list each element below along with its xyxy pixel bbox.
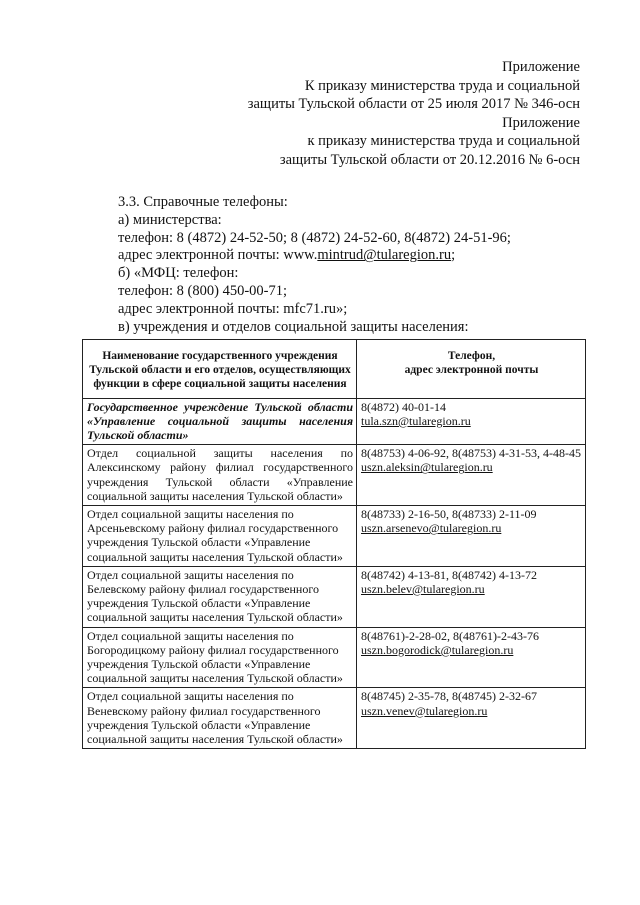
institution-phone: 8(48761)-2-28-02, 8(48761)-2-43-76 bbox=[361, 628, 539, 643]
institution-contacts bbox=[357, 398, 586, 445]
contacts-table bbox=[82, 339, 586, 749]
ministry-label: а) министерства: bbox=[118, 211, 222, 228]
column-header-contacts-line: адрес электронной почты bbox=[404, 364, 539, 377]
institution-name: Отдел социальной защиты населения по Белевскому району филиал государственного учреждения Тульской области «Управление социальной защиты населения Тульской области» bbox=[83, 566, 357, 627]
institution-contacts bbox=[357, 688, 586, 749]
institution-email[interactable]: uszn.belev@tularegion.ru bbox=[361, 582, 485, 597]
institution-name: Отдел социальной защиты населения по Богородицкому району филиал государственного учреждения Тульской области «Управление социальной защиты населения Тульской области» bbox=[83, 627, 357, 688]
ministry-phone: телефон: 8 (4872) 24-52-50; 8 (4872) 24-52-60, 8(4872) 24-51-96; bbox=[118, 229, 511, 246]
header-line: защиты Тульской области от 20.12.2016 № 6-осн bbox=[279, 151, 580, 168]
institution-contacts bbox=[357, 566, 586, 627]
institution-name: Отдел социальной защиты населения по Алексинскому району филиал государственного учреждения Тульской области «Управление социальной защиты населения Тульской области» bbox=[83, 445, 357, 506]
institution-email-prefix: tula. bbox=[361, 413, 382, 428]
header-line: защиты Тульской области от 25 июля 2017 № 346-осн bbox=[247, 96, 580, 112]
table-header-row bbox=[83, 340, 586, 399]
ministry-email bbox=[118, 247, 511, 265]
table-row bbox=[83, 627, 586, 688]
column-header-contacts-line: Телефон, bbox=[447, 350, 496, 362]
institution-email[interactable]: uszn.bogorodick@tularegion.ru bbox=[361, 642, 514, 657]
column-header-contacts bbox=[357, 340, 586, 399]
table-row bbox=[83, 688, 586, 749]
institution-phone: 8(48733) 2-16-50, 8(48733) 2-11-09 bbox=[361, 507, 537, 522]
header-line: к приказу министерства труда и социальной bbox=[307, 133, 580, 149]
table-row bbox=[83, 506, 586, 567]
ministry-email-prefix: адрес электронной почты: www. bbox=[118, 247, 318, 264]
header-line: К приказу министерства труда и социальной bbox=[304, 77, 580, 94]
document-header bbox=[248, 58, 580, 169]
mfc-phone: телефон: 8 (800) 450-00-71; bbox=[118, 282, 288, 299]
institutions-label: в) учреждения и отделов социальной защиты населения: bbox=[118, 318, 469, 335]
institution-email[interactable]: uszn.venev@tularegion.ru bbox=[361, 703, 488, 718]
ministry-email-link[interactable]: mintrud@tularegion.ru bbox=[317, 247, 452, 264]
section-title: 3.3. Справочные телефоны: bbox=[118, 194, 288, 210]
institution-contacts bbox=[357, 506, 586, 567]
institution-name: Государственное учреждение Тульской области «Управление социальной защиты населения Тульской области» bbox=[83, 398, 357, 445]
institution-phone: 8(48742) 4-13-81, 8(48742) 4-13-72 bbox=[361, 567, 537, 582]
institution-email[interactable]: uszn.arsenevo@tularegion.ru bbox=[361, 521, 502, 536]
mfc-email: адрес электронной почты: mfc71.ru»; bbox=[118, 300, 348, 317]
table-row bbox=[83, 566, 586, 627]
institution-email[interactable]: uszn.aleksin@tularegion.ru bbox=[361, 460, 493, 475]
institution-contacts bbox=[357, 445, 586, 506]
institution-phone: 8(48745) 2-35-78, 8(48745) 2-32-67 bbox=[361, 689, 537, 704]
reference-phones-section bbox=[118, 194, 511, 336]
mfc-label: б) «МФЦ: телефон: bbox=[118, 265, 239, 282]
institution-phone: 8(48753) 4-06-92, 8(48753) 4-31-53, 4-48-45 bbox=[361, 446, 581, 461]
institution-email[interactable] bbox=[361, 414, 582, 428]
institution-contacts bbox=[357, 627, 586, 688]
header-line: Приложение bbox=[502, 114, 580, 131]
table-row bbox=[83, 398, 586, 445]
column-header-name: Наименование государственного учреждения Тульской области и его отделов, осуществляющих функции в сфере социальной защиты населения bbox=[83, 340, 357, 399]
institution-name: Отдел социальной защиты населения по Арсеньевскому району филиал государственного учреждения Тульской области «Управление социальной защиты населения Тульской области» bbox=[83, 506, 357, 567]
institution-email-link[interactable]: szn@tularegion.ru bbox=[382, 413, 471, 428]
institution-phone: 8(4872) 40-01-14 bbox=[361, 399, 446, 414]
table-row bbox=[83, 445, 586, 506]
institution-name: Отдел социальной защиты населения по Веневскому району филиал государственного учреждения Тульской области «Управление социальной защиты населения Тульской области» bbox=[83, 688, 357, 749]
header-line: Приложение bbox=[502, 59, 580, 75]
ministry-email-suffix: ; bbox=[451, 247, 456, 264]
